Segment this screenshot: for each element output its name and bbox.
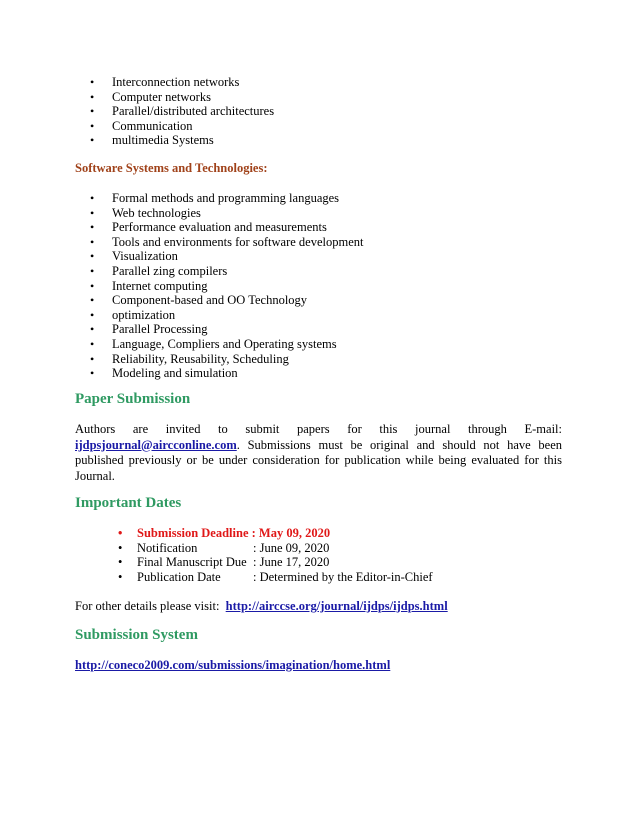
email-link[interactable]: ijdpsjournal@aircconline.com (75, 437, 237, 452)
list-item: • Parallel/distributed architectures (90, 104, 274, 119)
list-item: • Language, Compliers and Operating systems (90, 337, 364, 352)
list-item: • Performance evaluation and measurements (90, 220, 364, 235)
date-label: Final Manuscript Due (137, 555, 247, 570)
list-item: • Computer networks (90, 90, 274, 105)
paragraph-line (75, 438, 562, 454)
list-item: • Parallel zing compilers (90, 264, 364, 279)
important-dates-title: Important Dates (75, 495, 182, 511)
list-item: • Modeling and simulation (90, 366, 364, 381)
date-value: : May 09, 2020 (251, 526, 331, 540)
list-item: • Parallel Processing (90, 322, 364, 337)
submission-system-line (75, 658, 390, 673)
list-item: • Component-based and OO Technology (90, 293, 364, 308)
date-item-final-manuscript (118, 555, 433, 570)
date-value: : Determined by the Editor-in-Chief (253, 569, 433, 584)
list-item: • Web technologies (90, 206, 364, 221)
list-item: • Visualization (90, 249, 364, 264)
list-item: • multimedia Systems (90, 133, 274, 148)
list-item: • Formal methods and programming languages (90, 191, 364, 206)
list-item: • Tools and environments for software development (90, 235, 364, 250)
paragraph-line: Journal. (75, 468, 115, 483)
date-label: Submission Deadline (137, 526, 249, 540)
date-value: : June 09, 2020 (253, 540, 330, 555)
date-item-notification (118, 541, 433, 556)
important-dates-list (118, 526, 433, 584)
list-item: • Internet computing (90, 279, 364, 294)
submission-system-link[interactable]: http://coneco2009.com/submissions/imagination/home.html (75, 658, 391, 672)
date-label: Publication Date (137, 569, 221, 584)
software-systems-heading: Software Systems and Technologies: (75, 161, 268, 175)
date-label: Notification (137, 540, 198, 555)
list-item: • Interconnection networks (90, 75, 274, 90)
list-item: • Communication (90, 119, 274, 134)
other-details-text: For other details please visit: (75, 599, 220, 613)
topic-list-networks (90, 75, 274, 148)
topic-list-software (90, 191, 364, 381)
date-item-publication (118, 570, 433, 585)
paragraph-text: . Submissions must be original and should not have been (236, 437, 562, 452)
list-item: • optimization (90, 308, 364, 323)
paper-submission-title: Paper Submission (75, 391, 191, 407)
paper-submission-paragraph (75, 422, 562, 484)
other-details-line (75, 599, 448, 614)
paragraph-line: published previously or be under consideration for publication while being evaluated for this (75, 453, 562, 467)
list-item: • Reliability, Reusability, Scheduling (90, 352, 364, 367)
submission-system-title: Submission System (75, 627, 198, 643)
paragraph-line: Authors are invited to submit papers for this journal through E-mail: (75, 422, 562, 436)
date-item-submission-deadline (118, 526, 433, 541)
date-value: : June 17, 2020 (253, 555, 330, 570)
journal-website-link[interactable]: http://airccse.org/journal/ijdps/ijdps.html (225, 599, 448, 613)
